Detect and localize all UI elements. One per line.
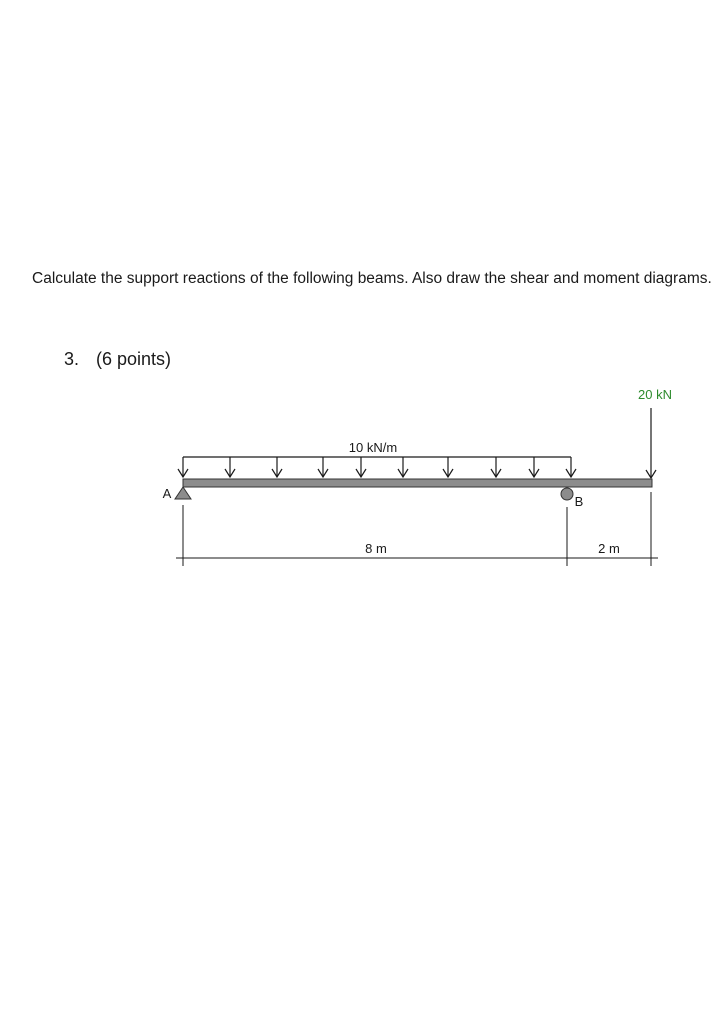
problem-number: 3. bbox=[64, 349, 80, 369]
support-b-label: B bbox=[574, 494, 584, 509]
distributed-load-arrow bbox=[443, 457, 453, 477]
overhang-label: 2 m bbox=[598, 541, 620, 556]
support-b-roller bbox=[561, 488, 573, 500]
point-load-label: 20 kN bbox=[638, 387, 672, 402]
distributed-load-arrow bbox=[398, 457, 408, 477]
distributed-load bbox=[178, 457, 576, 477]
support-a-label: A bbox=[162, 486, 172, 501]
problem-points: (6 points) bbox=[96, 349, 172, 369]
dimension-lines bbox=[176, 492, 658, 566]
distributed-load-arrow bbox=[272, 457, 282, 477]
support-a-pin bbox=[175, 487, 191, 499]
instructions-text: Calculate the support reactions of the following beams. Also draw the shear and moment diagrams. bbox=[32, 270, 712, 287]
distributed-load-arrow bbox=[356, 457, 366, 477]
point-load-arrow bbox=[646, 408, 656, 478]
distributed-load-arrow bbox=[491, 457, 501, 477]
span-ab-label: 8 m bbox=[365, 541, 387, 556]
distributed-load-arrow bbox=[529, 457, 539, 477]
distributed-load-label: 10 kN/m bbox=[348, 440, 398, 455]
distributed-load-arrow bbox=[225, 457, 235, 477]
distributed-load-arrow bbox=[178, 457, 188, 477]
distributed-load-arrow bbox=[566, 457, 576, 477]
distributed-load-arrow bbox=[318, 457, 328, 477]
beam bbox=[183, 479, 652, 487]
distributed-load-arrows bbox=[178, 457, 576, 477]
